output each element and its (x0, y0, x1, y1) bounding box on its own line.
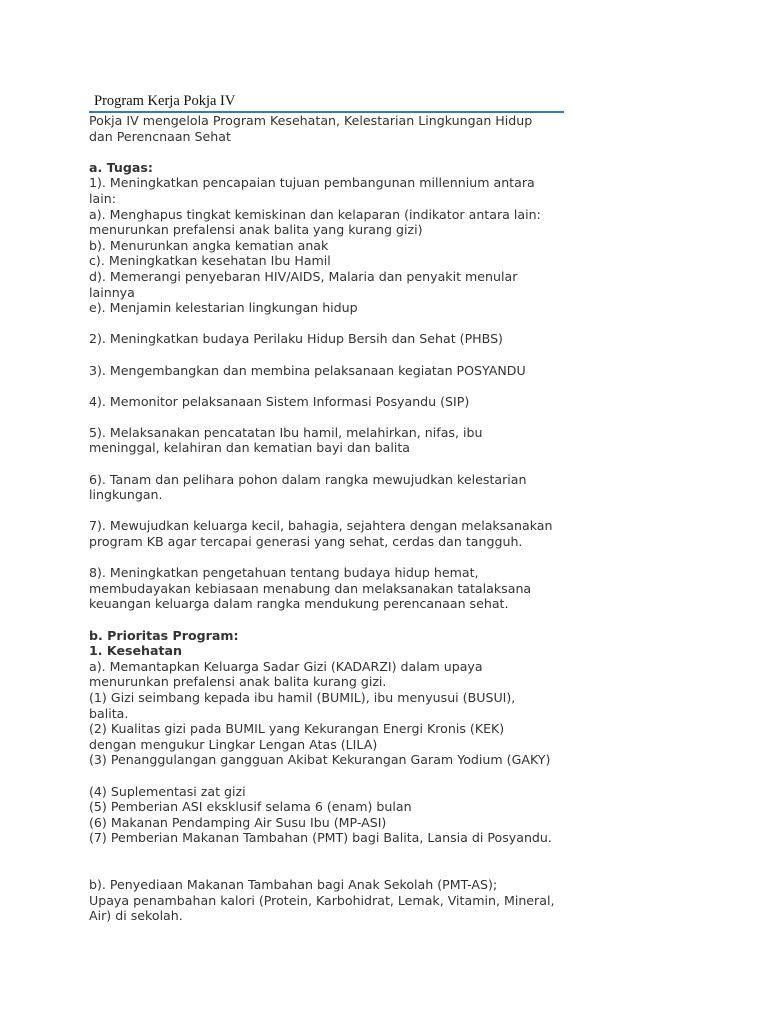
tugas-item-6: 6). Tanam dan pelihara pohon dalam rangka mewujudkan kelestarian lingkungan. (89, 471, 527, 503)
spacer (89, 612, 564, 628)
tugas-item-2: 2). Meningkatkan budaya Perilaku Hidup Bersih dan Sehat (PHBS) (89, 331, 503, 347)
kesehatan-block-3: b). Penyediaan Makanan Tambahan bagi Anak Sekolah (PMT-AS); Upaya penambahan kalori (Protein, Karbohidrat, Lemak, Vitamin, Mineral, Air) di sekolah. (89, 877, 555, 924)
spacer (89, 456, 564, 472)
tugas-item-1: 1). Meningkatkan pencapaian tujuan pembangunan millennium antara lain: a). Menghapus tingkat kemiskinan dan kelaparan (indikator antara lain: menurunkan prefalensi anak balita yang kurang gizi) b). Menurunkan angka kematian anak c). Meningkatkan kesehatan Ibu Hamil d). Memerangi penyebaran HIV/AIDS, Malaria dan penyakit menular lainnya e). Menjamin kelestarian lingkungan hidup (89, 175, 541, 316)
section-b-subheading: 1. Kesehatan (89, 643, 182, 659)
section-b-heading: b. Prioritas Program: (89, 627, 239, 643)
tugas-item-3: 3). Mengembangkan dan membina pelaksanaan kegiatan POSYANDU (89, 362, 526, 378)
kesehatan-block-2: (4) Suplementasi zat gizi (5) Pemberian ASI eksklusif selama 6 (enam) bulan (6) Makanan Pendamping Air Susu Ibu (MP-ASI) (7) Pemberian Makanan Tambahan (PMT) bagi Balita, Lansia di Posyandu. (89, 783, 552, 846)
spacer (89, 550, 564, 566)
tugas-item-7: 7). Mewujudkan keluarga kecil, bahagia, sejahtera dengan melaksanakan program KB agar tercapai generasi yang sehat, cerdas dan tangguh. (89, 518, 553, 550)
spacer (89, 862, 564, 878)
document-title: Program Kerja Pokja IV (89, 92, 564, 113)
spacer (89, 347, 564, 363)
kesehatan-block-1: a). Memantapkan Keluarga Sadar Gizi (KADARZI) dalam upaya menurunkan prefalensi anak balita kurang gizi. (1) Gizi seimbang kepada ibu hamil (BUMIL), ibu menyusui (BUSUI), balita. (2) Kualitas gizi pada BUMIL yang Kekurangan Energi Kronis (KEK) dengan mengukur Lingkar Lengan Atas (LILA) (3) Penanggulangan gangguan Akibat Kekurangan Garam Yodium (GAKY) (89, 658, 551, 768)
document-page (89, 92, 564, 924)
intro-paragraph: Pokja IV mengelola Program Kesehatan, Kelestarian Lingkungan Hidup dan Perencnaan Sehat (89, 113, 533, 144)
spacer (89, 144, 564, 160)
spacer (89, 503, 564, 519)
spacer (89, 409, 564, 425)
tugas-item-5: 5). Melaksanakan pencatatan Ibu hamil, melahirkan, nifas, ibu meninggal, kelahiran dan kematian bayi dan balita (89, 424, 483, 456)
section-a-heading: a. Tugas: (89, 159, 153, 175)
tugas-item-4: 4). Memonitor pelaksanaan Sistem Informasi Posyandu (SIP) (89, 393, 470, 409)
spacer (89, 316, 564, 332)
spacer (89, 378, 564, 394)
spacer (89, 846, 564, 862)
tugas-item-8: 8). Meningkatkan pengetahuan tentang budaya hidup hemat, membudayakan kebiasaan menabung dan melaksanakan tatalaksana keuangan keluarga dalam rangka mendukung perencanaan sehat. (89, 565, 532, 612)
spacer (89, 768, 564, 784)
